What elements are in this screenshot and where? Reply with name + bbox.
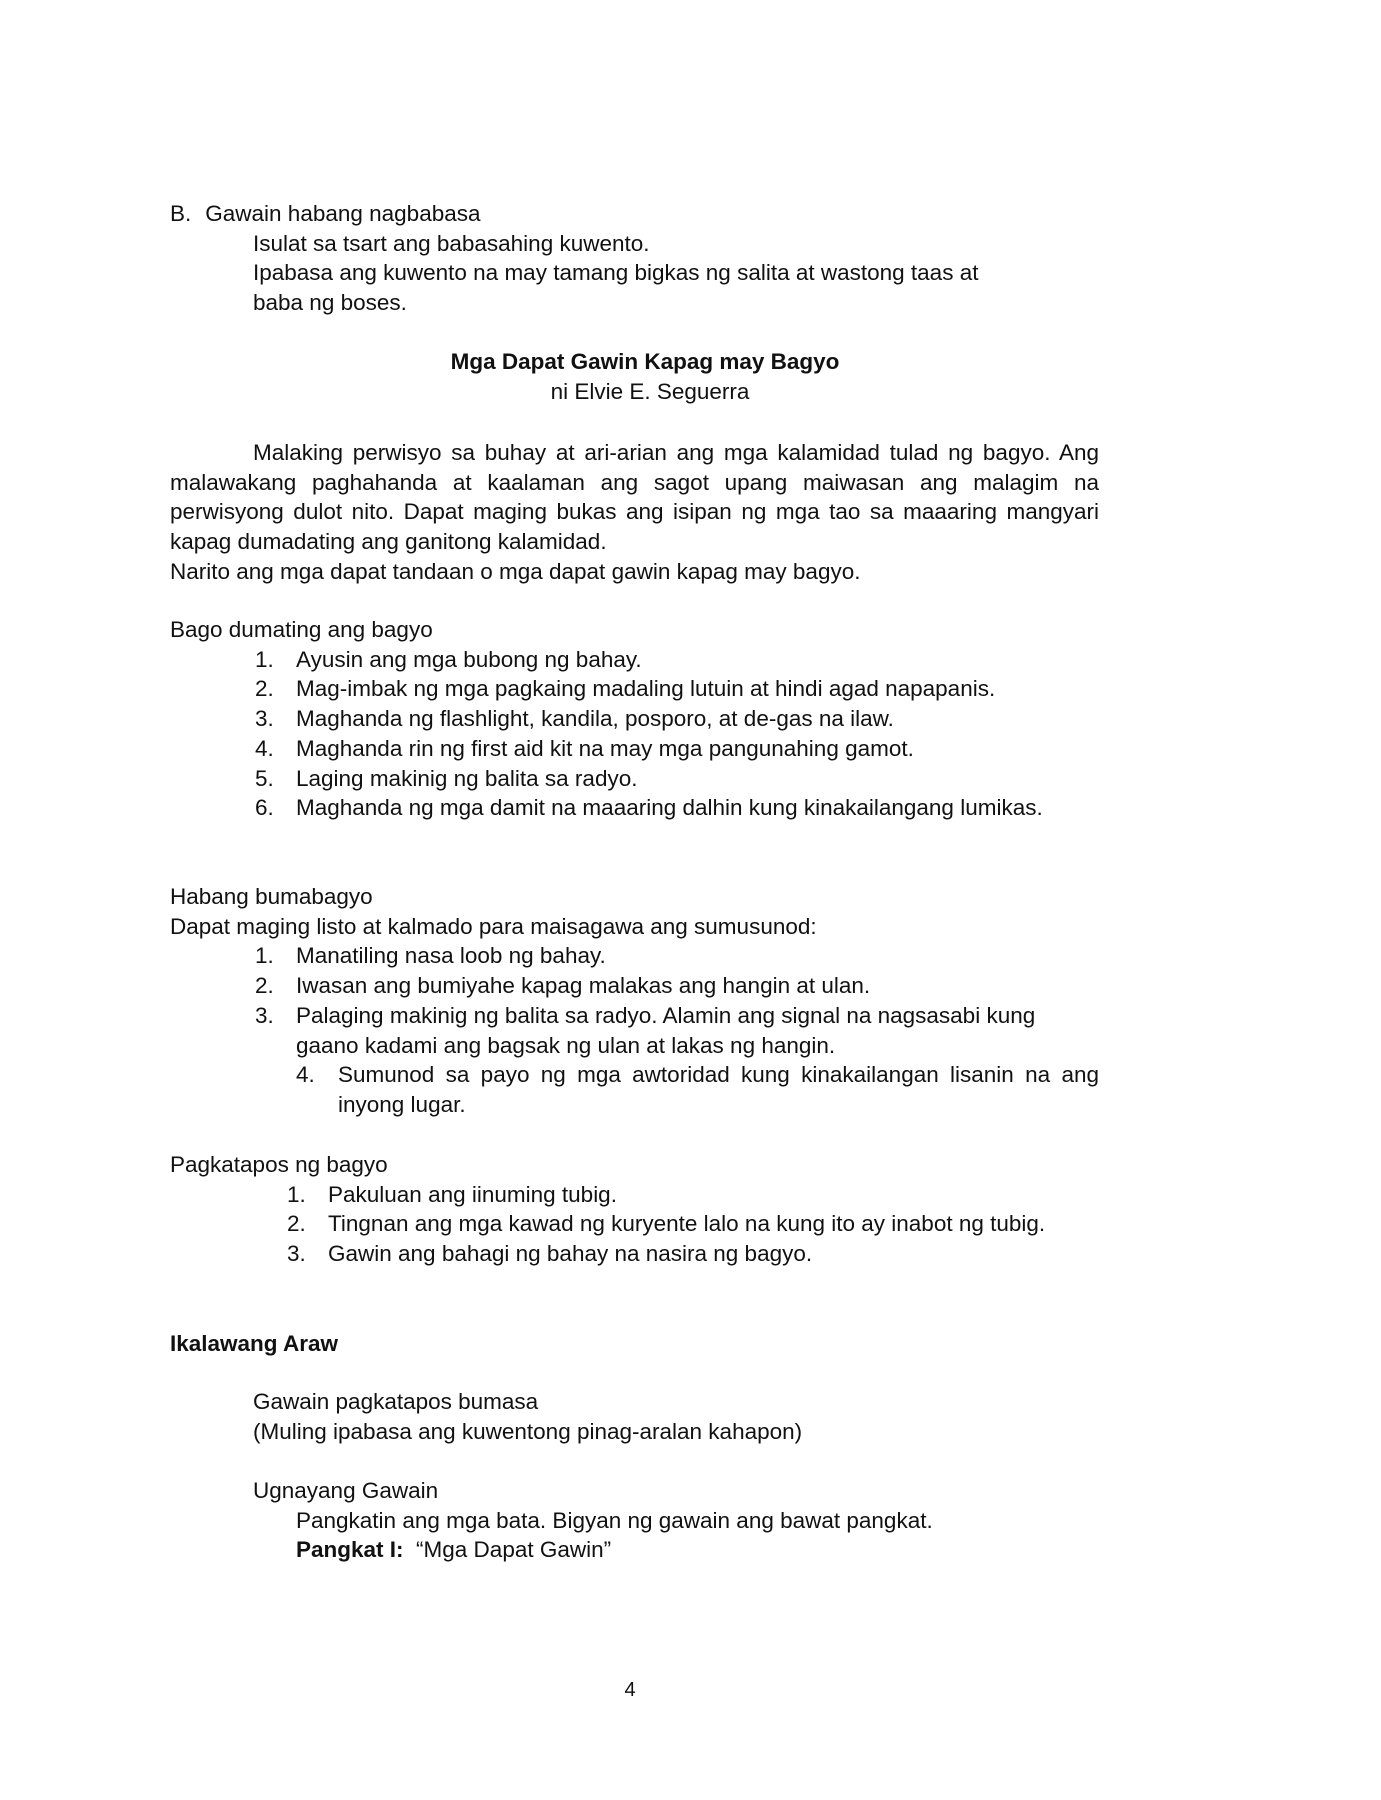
section-b: [170, 199, 1099, 318]
after-reading: [170, 1387, 1182, 1446]
section-label: B.: [170, 201, 192, 226]
section-heading: Habang bumabagyo: [170, 884, 373, 909]
story-header: [270, 347, 1020, 406]
activity-text: Pangkatin ang mga bata. Bigyan ng gawain ang bawat pangkat.: [296, 1507, 933, 1533]
list-item: 2. Tingnan ang mga kawad ng kuryente lalo na kung ito ay inabot ng tubig.: [287, 1211, 1046, 1237]
instruction-line: Ipabasa ang kuwento na may tamang bigkas ng salita at wastong taas at baba ng boses.: [253, 260, 979, 316]
list-item: 5. Laging makinig ng balita sa radyo.: [255, 765, 638, 791]
after-reading-heading: Gawain pagkatapos bumasa: [253, 1389, 539, 1414]
list-item: 1. Manatiling nasa loob ng bahay.: [255, 943, 606, 969]
section-heading: Bago dumating ang bagyo: [170, 617, 433, 642]
group-title: “Mga Dapat Gawin”: [416, 1537, 612, 1563]
during-list: [170, 941, 1099, 1060]
section-intro: Dapat maging listo at kalmado para maisagawa ang sumusunod:: [170, 913, 817, 939]
list-item: 3. Maghanda ng flashlight, kandila, posporo, at de-gas na ilaw.: [255, 706, 894, 732]
intro-paragraph: Malaking perwisyo sa buhay at ari-arian ang mga kalamidad tulad ng bagyo. Ang malawakang paghahanda at kaalaman ang sagot upang maiwasan ang malagim na perwisyong dulot nito. Dapat maging bukas ang isipan ng mga tao sa maaaring mangyari kapag dumadating ang ganitong kalamidad.: [170, 440, 1099, 555]
list-item: 3. Gawin ang bahagi ng bahay na nasira ng bagyo.: [287, 1241, 813, 1267]
list-item: 4. Maghanda rin ng first aid kit na may mga pangunahing gamot.: [255, 735, 914, 761]
before-list: [170, 645, 1099, 823]
day2-heading: Ikalawang Araw: [170, 1331, 338, 1356]
story-author: ni Elvie E. Seguerra: [550, 378, 750, 404]
story-title: Mga Dapat Gawin Kapag may Bagyo: [450, 349, 840, 374]
list-item: 1. Pakuluan ang iinuming tubig.: [287, 1181, 617, 1207]
group-label: Pangkat I:: [296, 1537, 404, 1563]
list-item: 1. Ayusin ang mga bubong ng bahay.: [255, 646, 642, 672]
list-item: 2. Mag-imbak ng mga pagkaing madaling lutuin at hindi agad napapanis.: [255, 676, 996, 702]
story-intro: [170, 438, 1099, 587]
list-item: 2. Iwasan ang bumiyahe kapag malakas ang hangin at ulan.: [255, 973, 871, 999]
instruction-line: Isulat sa tsart ang babasahing kuwento.: [253, 230, 650, 256]
section-heading: Gawain habang nagbabasa: [205, 201, 481, 226]
list-item: 6. Maghanda ng mga damit na maaaring dalhin kung kinakailangang lumikas.: [255, 795, 1043, 821]
after-reading-note: (Muling ipabasa ang kuwentong pinag-aralan kahapon): [253, 1418, 803, 1444]
activity-heading: Ugnayang Gawain: [253, 1478, 439, 1503]
after-list: [170, 1180, 1099, 1269]
activity: [170, 1476, 1182, 1565]
list-item: 3. Palaging makinig ng balita sa radyo. Alamin ang signal na nagsasabi kung gaano kadami ang bagsak ng ulan at lakas ng hangin.: [255, 1002, 1036, 1058]
after-section: [170, 1150, 1099, 1269]
list-item: 4. Sumunod sa payo ng mga awtoridad kung kinakailangan lisanin na ang inyong lugar.: [296, 1062, 1099, 1117]
section-heading: Pagkatapos ng bagyo: [170, 1152, 388, 1177]
intro-line: Narito ang mga dapat tandaan o mga dapat gawin kapag may bagyo.: [170, 558, 861, 584]
group-line: [253, 1535, 1182, 1565]
during-section: [170, 882, 1099, 1120]
during-list-continued: [170, 1060, 1099, 1119]
before-section: [170, 615, 1099, 823]
page-number: 4: [624, 1679, 636, 1701]
